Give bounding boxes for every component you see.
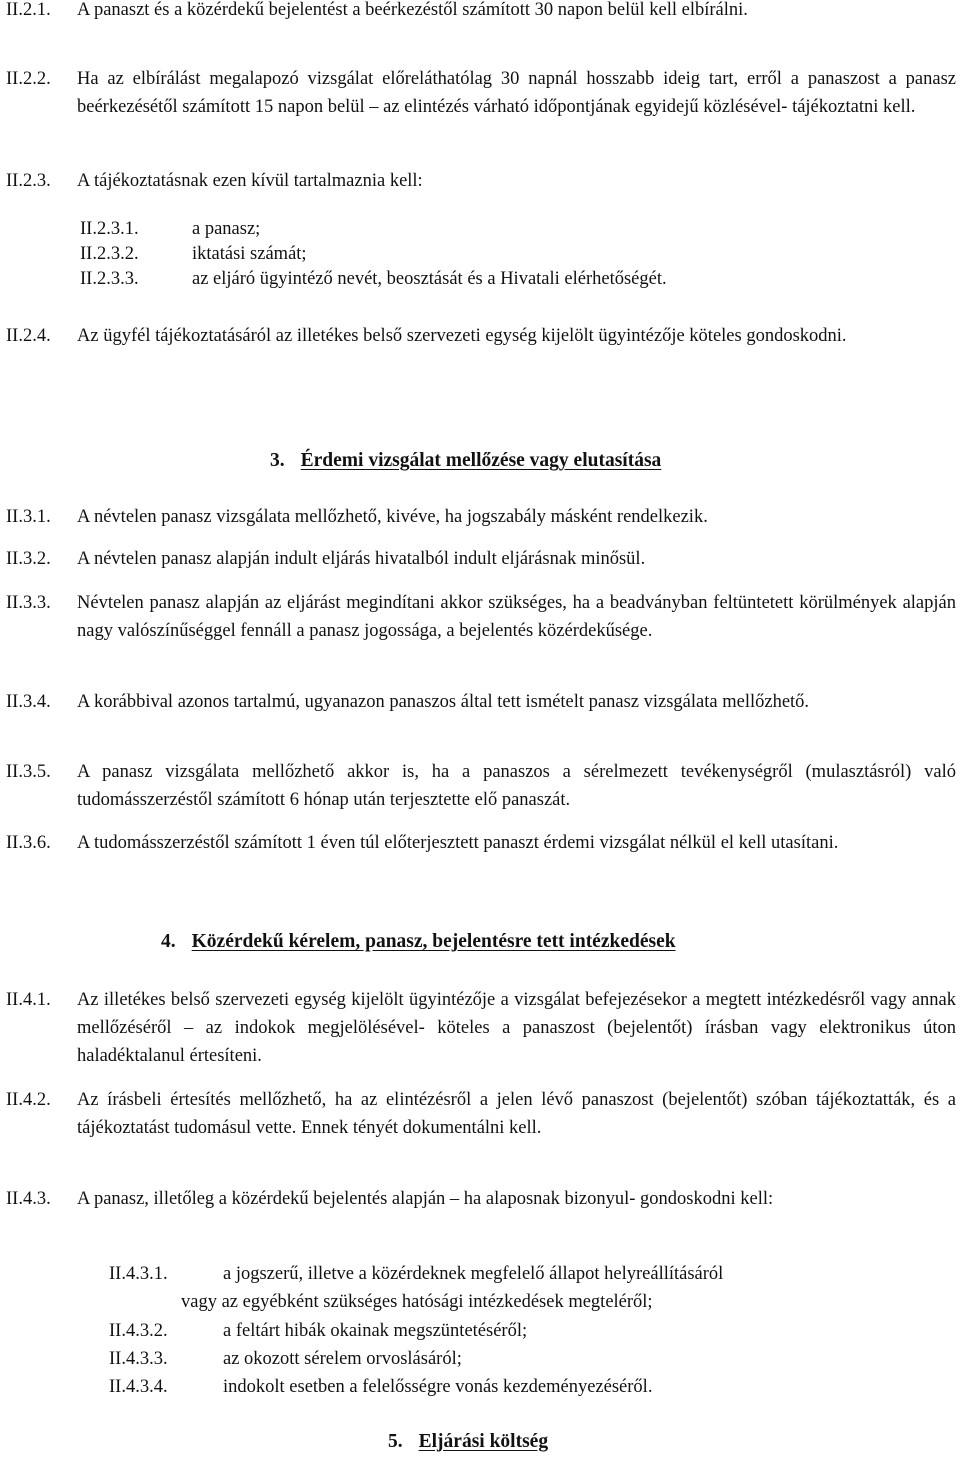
paragraph-text: A panasz, illetőleg a közérdekű bejelentés alapján – ha alaposnak bizonyul- gondoskodni kell:	[77, 1189, 774, 1209]
list-item-II-2-3-1	[80, 216, 950, 243]
paragraph-number: II.3.2.	[6, 549, 51, 569]
paragraph-number: II.2.1.	[6, 0, 51, 20]
list-item-II-4-3-4	[109, 1373, 955, 1401]
list-item-II-2-3-3	[80, 266, 950, 293]
paragraph-number: II.3.4.	[6, 692, 51, 712]
paragraph-II-2-4	[6, 322, 956, 350]
list-item-number: II.2.3.2.	[80, 244, 139, 264]
list-item-text: indokolt esetben a felelősségre vonás kezdeményezéséről.	[223, 1377, 653, 1397]
paragraph-text: Névtelen panasz alapján az eljárást megindítani akkor szükséges, ha a beadványban feltüntetett körülmények alapján nagy valószínűséggel fennáll a panasz jogossága, a bejelentés közérdekűsége.	[77, 593, 956, 641]
paragraph-text: Az írásbeli értesítés mellőzhető, ha az elintézésről a jelen lévő panaszost (bejelentőt) szóban tájékoztatták, és a tájékoztatást tudomásul vette. Ennek tényét dokumentálni kell.	[77, 1090, 956, 1138]
paragraph-number: II.3.5.	[6, 762, 51, 782]
paragraph-II-4-2	[6, 1086, 956, 1142]
paragraph-text: A korábbival azonos tartalmú, ugyanazon panaszos által tett ismételt panasz vizsgálata mellőzhető.	[77, 692, 810, 712]
list-item-text: az eljáró ügyintéző nevét, beosztását és a Hivatali elérhetőségét.	[192, 269, 667, 289]
list-item-number: II.2.3.1.	[80, 219, 139, 239]
paragraph-number: II.4.1.	[6, 990, 51, 1010]
list-item-text: a feltárt hibák okainak megszüntetéséről;	[223, 1321, 528, 1341]
list-item-continuation: vagy az egyébként szükséges hatósági intézkedések megteléről;	[181, 1292, 653, 1312]
heading-number: 3.	[270, 450, 285, 471]
list-item-II-4-3-3	[109, 1345, 955, 1373]
list-item-number: II.4.3.4.	[109, 1377, 168, 1397]
list-item-number: II.4.3.3.	[109, 1349, 168, 1369]
paragraph-II-3-2	[6, 545, 956, 573]
paragraph-II-4-1	[6, 986, 956, 1070]
paragraph-text: Az ügyfél tájékoztatásáról az illetékes belső szervezeti egység kijelölt ügyintézője köteles gondoskodni.	[77, 326, 847, 346]
paragraph-text: A panaszt és a közérdekű bejelentést a beérkezéstől számított 30 napon belül kell elbírálni.	[77, 0, 748, 20]
paragraph-number: II.3.6.	[6, 833, 51, 853]
heading-title: Érdemi vizsgálat mellőzése vagy elutasítása	[300, 450, 662, 471]
heading-title: Közérdekű kérelem, panasz, bejelentésre tett intézkedések	[191, 931, 676, 952]
section-heading-3	[270, 450, 661, 472]
paragraph-II-3-1	[6, 503, 956, 531]
paragraph-number: II.4.2.	[6, 1090, 51, 1110]
list-item-II-4-3-2	[109, 1317, 955, 1345]
list-item-number: II.4.3.2.	[109, 1321, 168, 1341]
paragraph-number: II.3.1.	[6, 507, 51, 527]
paragraph-text: Az illetékes belső szervezeti egység kijelölt ügyintézője a vizsgálat befejezésekor a megtett intézkedésről vagy annak mellőzéséről – az indokok megjelölésével- köteles a panaszost (bejelentőt) írásban vagy elektronikus úton haladéktalanul értesíteni.	[77, 990, 956, 1066]
section-heading-4	[161, 931, 676, 953]
paragraph-text: A névtelen panasz alapján indult eljárás hivatalból indult eljárásnak minősül.	[77, 549, 646, 569]
paragraph-II-2-1	[6, 0, 956, 24]
paragraph-text: A tudomásszerzéstől számított 1 éven túl előterjesztett panaszt érdemi vizsgálat nélkül el kell utasítani.	[77, 833, 839, 853]
paragraph-text: Ha az elbírálást megalapozó vizsgálat előreláthatólag 30 napnál hosszabb ideig tart, erről a panaszost a panasz beérkezésétől számított 15 napon belül – az elintézés várható időpontjának egyidejű közlésével- tájékoztatni kell.	[77, 69, 956, 117]
list-item-II-2-3-2	[80, 241, 950, 268]
paragraph-II-2-3	[6, 167, 956, 195]
paragraph-number: II.4.3.	[6, 1189, 51, 1209]
paragraph-II-3-4	[6, 688, 956, 716]
list-item-text: az okozott sérelem orvoslásáról;	[223, 1349, 462, 1369]
heading-number: 4.	[161, 931, 176, 952]
list-item-number: II.4.3.1.	[109, 1264, 168, 1284]
list-item-text: a panasz;	[192, 219, 261, 239]
paragraph-II-2-2	[6, 65, 956, 121]
heading-title: Eljárási költség	[418, 1431, 549, 1452]
paragraph-II-3-5	[6, 758, 956, 814]
section-heading-5	[388, 1431, 548, 1453]
heading-number: 5.	[388, 1431, 403, 1452]
paragraph-text: A névtelen panasz vizsgálata mellőzhető, kivéve, ha jogszabály másként rendelkezik.	[77, 507, 708, 527]
list-item-II-4-3-1	[109, 1260, 955, 1316]
list-item-text: iktatási számát;	[192, 244, 307, 264]
paragraph-II-4-3	[6, 1185, 956, 1213]
paragraph-number: II.2.4.	[6, 326, 51, 346]
paragraph-number: II.2.2.	[6, 69, 51, 89]
paragraph-number: II.3.3.	[6, 593, 51, 613]
list-item-text: a jogszerű, illetve a közérdeknek megfelelő állapot helyreállításáról	[223, 1264, 724, 1284]
paragraph-text: A panasz vizsgálata mellőzhető akkor is, ha a panaszos a sérelmezett tevékenységről (mulasztásról) való tudomásszerzéstől számított 6 hónap után terjesztette elő panaszát.	[77, 762, 956, 810]
paragraph-II-3-3	[6, 589, 956, 645]
paragraph-text: A tájékoztatásnak ezen kívül tartalmaznia kell:	[77, 171, 423, 191]
paragraph-number: II.2.3.	[6, 171, 51, 191]
paragraph-II-3-6	[6, 829, 956, 857]
list-item-number: II.2.3.3.	[80, 269, 139, 289]
